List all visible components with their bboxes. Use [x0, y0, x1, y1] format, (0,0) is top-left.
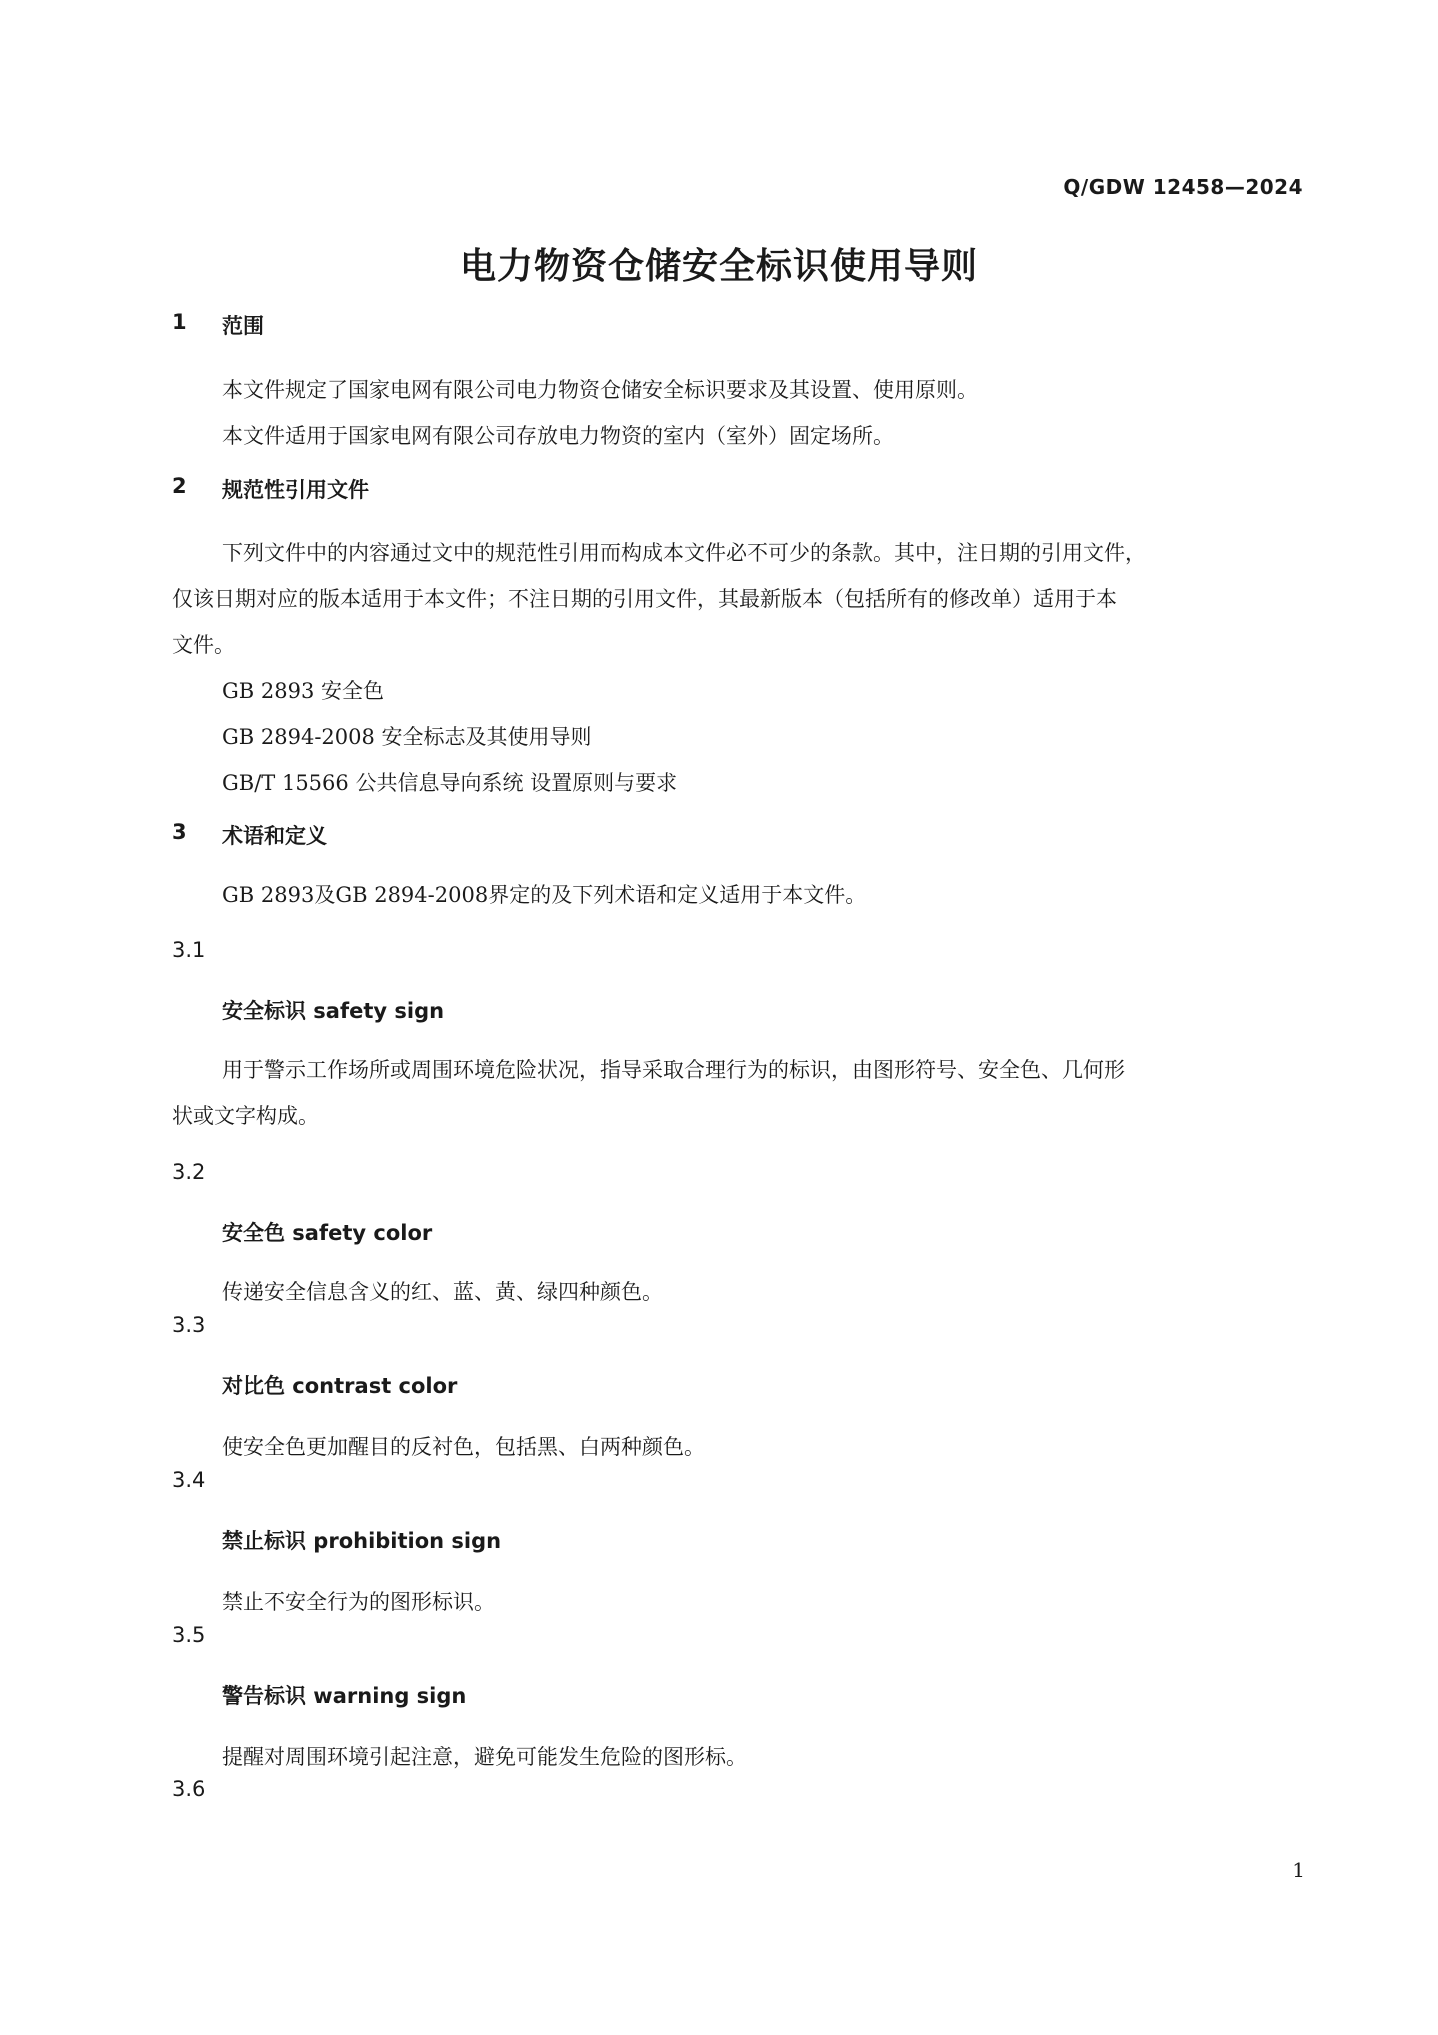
term-number: 3.3	[172, 1313, 206, 1337]
section-2-intro-line-3: 文件。	[172, 633, 235, 657]
term-number: 3.2	[172, 1160, 206, 1184]
section-1-para-2: 本文件适用于国家电网有限公司存放电力物资的室内（室外）固定场所。	[222, 424, 894, 448]
term-number: 3.5	[172, 1623, 206, 1647]
term-definition: 用于警示工作场所或周围环境危险状况，指导采取合理行为的标识，由图形符号、安全色、几何形	[222, 1058, 1125, 1082]
section-3-title: 术语和定义	[222, 824, 327, 848]
section-3-intro: GB 2893及GB 2894-2008界定的及下列术语和定义适用于本文件。	[222, 883, 867, 907]
term-definition: 使安全色更加醒目的反衬色，包括黑、白两种颜色。	[222, 1435, 705, 1459]
term-number: 3.1	[172, 938, 206, 962]
term-definition: 传递安全信息含义的红、蓝、黄、绿四种颜色。	[222, 1280, 663, 1304]
document-code: Q/GDW 12458—2024	[1063, 175, 1303, 199]
term-definition: 状或文字构成。	[172, 1104, 319, 1128]
section-1-title: 范围	[222, 314, 264, 338]
section-1-para-1: 本文件规定了国家电网有限公司电力物资仓储安全标识要求及其设置、使用原则。	[222, 378, 978, 402]
term-name: 安全色 safety color	[222, 1221, 433, 1245]
section-2-intro-line-2: 仅该日期对应的版本适用于本文件；不注日期的引用文件，其最新版本（包括所有的修改单）适用于本	[172, 587, 1117, 611]
section-2-number: 2	[172, 474, 187, 498]
term-name: 禁止标识 prohibition sign	[222, 1529, 502, 1553]
term-name: 安全标识 safety sign	[222, 999, 445, 1023]
section-2-title: 规范性引用文件	[222, 478, 369, 502]
section-1-number: 1	[172, 310, 187, 334]
reference-item: GB/T 15566 公共信息导向系统 设置原则与要求	[222, 771, 678, 795]
section-3-number: 3	[172, 820, 187, 844]
term-definition: 禁止不安全行为的图形标识。	[222, 1590, 495, 1614]
term-definition: 提醒对周围环境引起注意，避免可能发生危险的图形标。	[222, 1745, 747, 1769]
document-title: 电力物资仓储安全标识使用导则	[459, 246, 978, 287]
term-name: 警告标识 warning sign	[222, 1684, 467, 1708]
page-number: 1	[1292, 1858, 1305, 1882]
reference-item: GB 2893 安全色	[222, 679, 385, 703]
term-name: 对比色 contrast color	[222, 1374, 458, 1398]
reference-item: GB 2894-2008 安全标志及其使用导则	[222, 725, 592, 749]
term-number: 3.6	[172, 1777, 206, 1801]
term-number: 3.4	[172, 1468, 206, 1492]
section-2-intro-line-1: 下列文件中的内容通过文中的规范性引用而构成本文件必不可少的条款。其中，注日期的引用文件，	[222, 541, 1146, 565]
